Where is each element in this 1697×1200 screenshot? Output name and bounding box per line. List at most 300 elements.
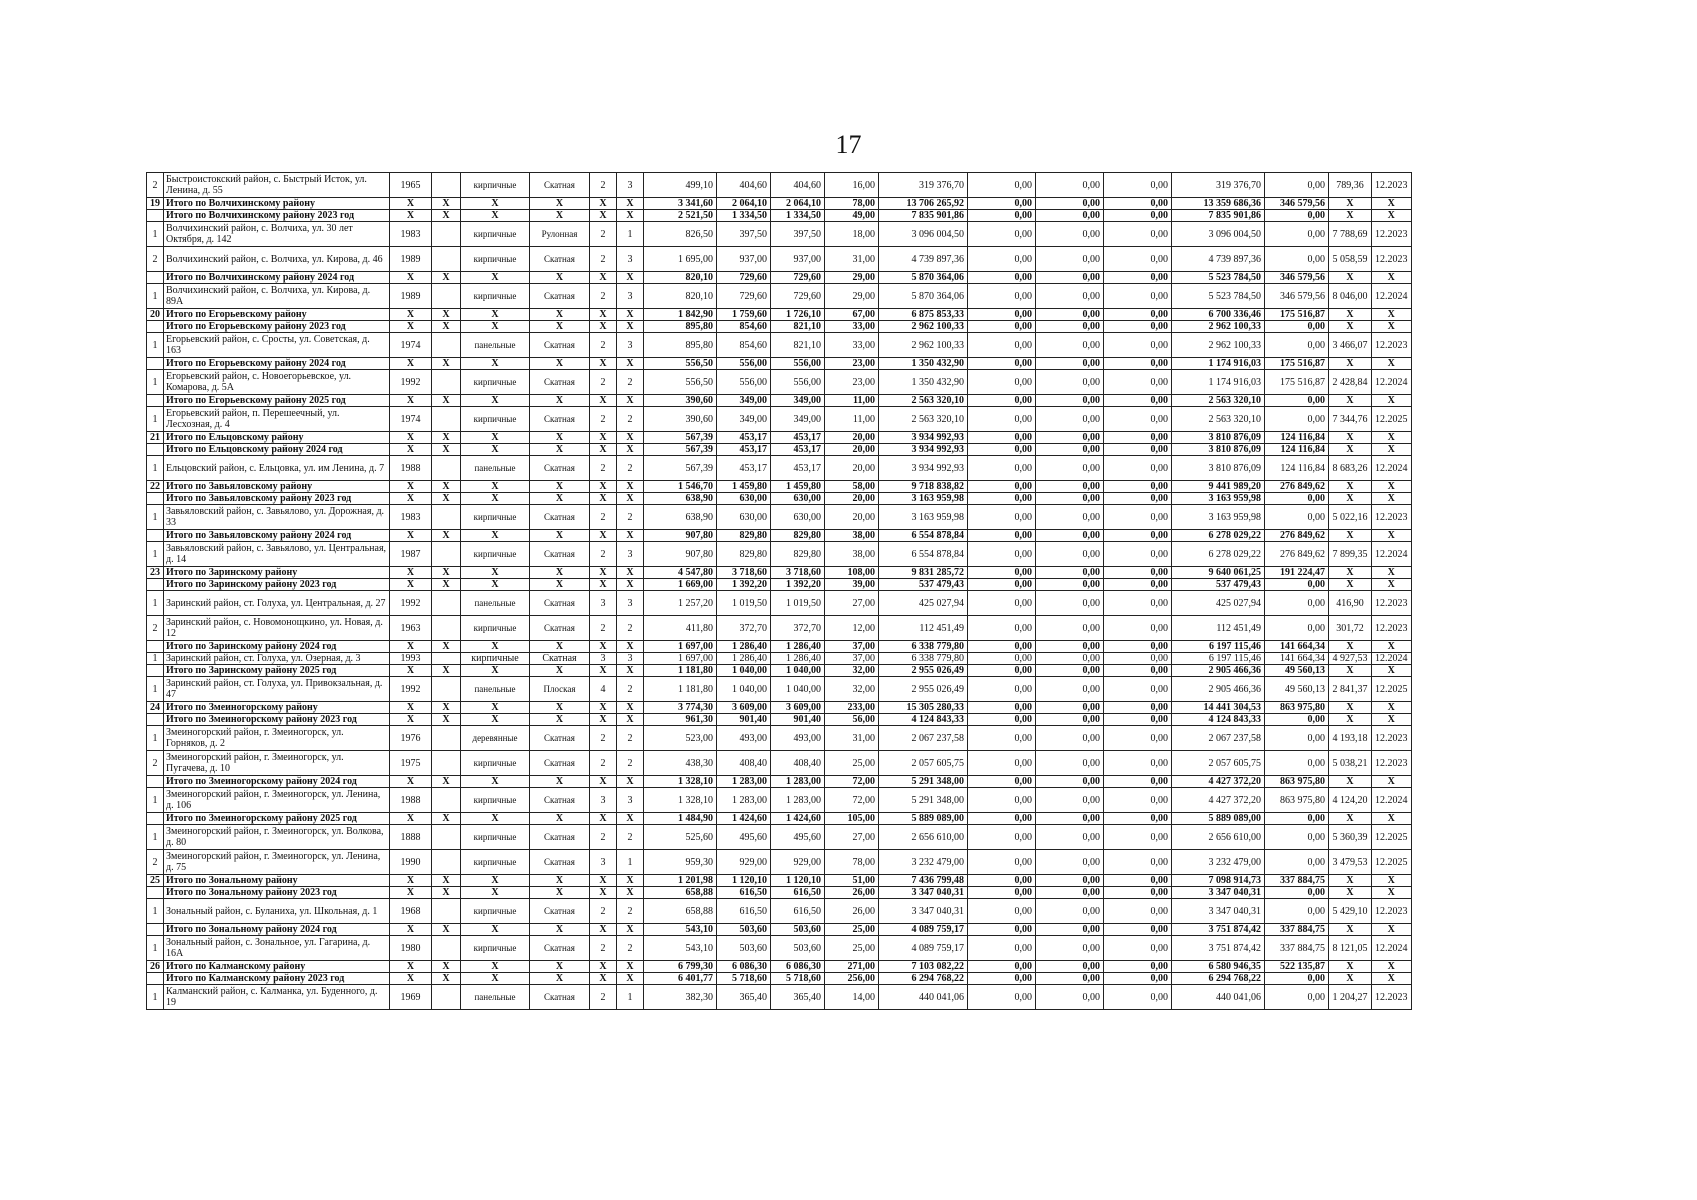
- floors-cell: X: [590, 973, 617, 985]
- owners-funds-cell: 13 359 686,36: [1172, 198, 1265, 210]
- roof-type-cell: X: [530, 579, 590, 591]
- residents-cell: 233,00: [825, 702, 879, 714]
- floors-cell: 2: [590, 173, 617, 198]
- total-area-cell: 525,60: [644, 825, 717, 850]
- living-area-residential-cell: 1 286,40: [771, 641, 825, 653]
- regional-funds-cell: 0,00: [1036, 247, 1104, 272]
- row-number-cell: [147, 714, 164, 726]
- cost-per-sqm-cell: X: [1329, 665, 1372, 677]
- cost-per-sqm-cell: X: [1329, 875, 1372, 887]
- entrances-cell: X: [617, 776, 644, 788]
- living-area-residential-cell: 1 120,10: [771, 875, 825, 887]
- owners-funds-cell: 7 835 901,86: [1172, 210, 1265, 222]
- entrances-cell: 2: [617, 726, 644, 751]
- wall-material-cell: деревянные: [461, 726, 530, 751]
- other-funds-cell: 0,00: [1265, 714, 1329, 726]
- floors-cell: 3: [590, 788, 617, 813]
- owners-funds-cell: 2 563 320,10: [1172, 395, 1265, 407]
- local-funds-cell: 0,00: [1104, 665, 1172, 677]
- table-row: [147, 370, 1412, 395]
- owners-funds-cell: 3 810 876,09: [1172, 456, 1265, 481]
- entrances-cell: 2: [617, 677, 644, 702]
- summary-row: [147, 432, 1412, 444]
- table-row: [147, 173, 1412, 198]
- commissioning-year-cell: X: [432, 567, 461, 579]
- wall-material-cell: X: [461, 776, 530, 788]
- floors-cell: 3: [590, 653, 617, 665]
- owners-funds-cell: 7 098 914,73: [1172, 875, 1265, 887]
- regional-funds-cell: 0,00: [1036, 272, 1104, 284]
- summary-row: [147, 813, 1412, 825]
- table-row: [147, 985, 1412, 1010]
- total-cost-cell: 4 089 759,17: [879, 924, 968, 936]
- owners-funds-cell: 6 278 029,22: [1172, 542, 1265, 567]
- commissioning-year-cell: [432, 284, 461, 309]
- row-number-cell: 1: [147, 677, 164, 702]
- total-cost-cell: 2 563 320,10: [879, 395, 968, 407]
- living-area-cell: 453,17: [717, 456, 771, 481]
- wall-material-cell: кирпичные: [461, 370, 530, 395]
- commissioning-year-cell: [432, 333, 461, 358]
- living-area-residential-cell: 372,70: [771, 616, 825, 641]
- commissioning-year-cell: X: [432, 493, 461, 505]
- other-funds-cell: 276 849,62: [1265, 481, 1329, 493]
- regional-funds-cell: 0,00: [1036, 924, 1104, 936]
- total-area-cell: 895,80: [644, 333, 717, 358]
- local-funds-cell: 0,00: [1104, 887, 1172, 899]
- total-area-cell: 1 181,80: [644, 665, 717, 677]
- other-funds-cell: 49 560,13: [1265, 665, 1329, 677]
- deadline-cell: X: [1372, 714, 1412, 726]
- row-number-cell: 1: [147, 370, 164, 395]
- wall-material-cell: X: [461, 444, 530, 456]
- cost-per-sqm-cell: X: [1329, 776, 1372, 788]
- residents-cell: 33,00: [825, 333, 879, 358]
- floors-cell: X: [590, 309, 617, 321]
- local-funds-cell: 0,00: [1104, 751, 1172, 776]
- local-funds-cell: 0,00: [1104, 616, 1172, 641]
- local-funds-cell: 0,00: [1104, 173, 1172, 198]
- build-year-cell: 1992: [390, 677, 432, 702]
- summary-row: [147, 481, 1412, 493]
- living-area-residential-cell: 349,00: [771, 395, 825, 407]
- row-number-cell: 2: [147, 173, 164, 198]
- federal-funds-cell: 0,00: [968, 973, 1036, 985]
- cost-per-sqm-cell: 8 121,05: [1329, 936, 1372, 961]
- object-name-cell: Быстроистокский район, с. Быстрый Исток, ул. Ленина, д. 55: [164, 173, 390, 198]
- roof-type-cell: X: [530, 530, 590, 542]
- federal-funds-cell: 0,00: [968, 567, 1036, 579]
- build-year-cell: X: [390, 714, 432, 726]
- summary-row: [147, 530, 1412, 542]
- commissioning-year-cell: X: [432, 924, 461, 936]
- local-funds-cell: 0,00: [1104, 358, 1172, 370]
- row-number-cell: [147, 776, 164, 788]
- regional-funds-cell: 0,00: [1036, 505, 1104, 530]
- cost-per-sqm-cell: 7 788,69: [1329, 222, 1372, 247]
- commissioning-year-cell: [432, 542, 461, 567]
- other-funds-cell: 0,00: [1265, 887, 1329, 899]
- entrances-cell: X: [617, 875, 644, 887]
- cost-per-sqm-cell: X: [1329, 961, 1372, 973]
- federal-funds-cell: 0,00: [968, 677, 1036, 702]
- build-year-cell: X: [390, 973, 432, 985]
- table-row: [147, 616, 1412, 641]
- roof-type-cell: X: [530, 432, 590, 444]
- living-area-residential-cell: 1 334,50: [771, 210, 825, 222]
- regional-funds-cell: 0,00: [1036, 616, 1104, 641]
- row-number-cell: 1: [147, 591, 164, 616]
- row-number-cell: 1: [147, 222, 164, 247]
- regional-funds-cell: 0,00: [1036, 481, 1104, 493]
- living-area-cell: 495,60: [717, 825, 771, 850]
- wall-material-cell: X: [461, 924, 530, 936]
- other-funds-cell: 0,00: [1265, 591, 1329, 616]
- wall-material-cell: X: [461, 395, 530, 407]
- entrances-cell: X: [617, 961, 644, 973]
- table-row: [147, 726, 1412, 751]
- deadline-cell: 12.2024: [1372, 456, 1412, 481]
- commissioning-year-cell: [432, 751, 461, 776]
- object-name-cell: Итого по Заринскому району 2023 год: [164, 579, 390, 591]
- total-area-cell: 907,80: [644, 530, 717, 542]
- living-area-residential-cell: 3 718,60: [771, 567, 825, 579]
- local-funds-cell: 0,00: [1104, 370, 1172, 395]
- total-area-cell: 6 401,77: [644, 973, 717, 985]
- summary-row: [147, 579, 1412, 591]
- regional-funds-cell: 0,00: [1036, 530, 1104, 542]
- commissioning-year-cell: X: [432, 887, 461, 899]
- entrances-cell: X: [617, 665, 644, 677]
- floors-cell: X: [590, 198, 617, 210]
- summary-row: [147, 309, 1412, 321]
- wall-material-cell: кирпичные: [461, 788, 530, 813]
- federal-funds-cell: 0,00: [968, 641, 1036, 653]
- cost-per-sqm-cell: X: [1329, 198, 1372, 210]
- local-funds-cell: 0,00: [1104, 899, 1172, 924]
- build-year-cell: X: [390, 924, 432, 936]
- wall-material-cell: панельные: [461, 591, 530, 616]
- owners-funds-cell: 4 124 843,33: [1172, 714, 1265, 726]
- deadline-cell: 12.2023: [1372, 616, 1412, 641]
- commissioning-year-cell: [432, 407, 461, 432]
- owners-funds-cell: 9 441 989,20: [1172, 481, 1265, 493]
- summary-row: [147, 321, 1412, 333]
- local-funds-cell: 0,00: [1104, 788, 1172, 813]
- residents-cell: 58,00: [825, 481, 879, 493]
- residents-cell: 78,00: [825, 850, 879, 875]
- total-cost-cell: 112 451,49: [879, 616, 968, 641]
- living-area-cell: 404,60: [717, 173, 771, 198]
- residents-cell: 26,00: [825, 899, 879, 924]
- regional-funds-cell: 0,00: [1036, 813, 1104, 825]
- total-area-cell: 1 257,20: [644, 591, 717, 616]
- total-area-cell: 438,30: [644, 751, 717, 776]
- wall-material-cell: X: [461, 432, 530, 444]
- row-number-cell: 24: [147, 702, 164, 714]
- total-cost-cell: 7 103 082,22: [879, 961, 968, 973]
- commissioning-year-cell: X: [432, 702, 461, 714]
- federal-funds-cell: 0,00: [968, 530, 1036, 542]
- entrances-cell: X: [617, 198, 644, 210]
- total-cost-cell: 3 096 004,50: [879, 222, 968, 247]
- federal-funds-cell: 0,00: [968, 407, 1036, 432]
- entrances-cell: 3: [617, 542, 644, 567]
- living-area-residential-cell: 1 283,00: [771, 776, 825, 788]
- residents-cell: 51,00: [825, 875, 879, 887]
- wall-material-cell: кирпичные: [461, 284, 530, 309]
- local-funds-cell: 0,00: [1104, 210, 1172, 222]
- wall-material-cell: X: [461, 961, 530, 973]
- other-funds-cell: 0,00: [1265, 505, 1329, 530]
- deadline-cell: X: [1372, 924, 1412, 936]
- other-funds-cell: 276 849,62: [1265, 542, 1329, 567]
- entrances-cell: 3: [617, 653, 644, 665]
- living-area-cell: 616,50: [717, 887, 771, 899]
- total-area-cell: 1 546,70: [644, 481, 717, 493]
- wall-material-cell: X: [461, 567, 530, 579]
- commissioning-year-cell: X: [432, 395, 461, 407]
- entrances-cell: 3: [617, 788, 644, 813]
- residents-cell: 20,00: [825, 493, 879, 505]
- local-funds-cell: 0,00: [1104, 714, 1172, 726]
- local-funds-cell: 0,00: [1104, 973, 1172, 985]
- roof-type-cell: Скатная: [530, 333, 590, 358]
- floors-cell: X: [590, 961, 617, 973]
- cost-per-sqm-cell: 4 927,53: [1329, 653, 1372, 665]
- federal-funds-cell: 0,00: [968, 395, 1036, 407]
- residents-cell: 27,00: [825, 825, 879, 850]
- commissioning-year-cell: [432, 616, 461, 641]
- regional-funds-cell: 0,00: [1036, 751, 1104, 776]
- deadline-cell: X: [1372, 358, 1412, 370]
- cost-per-sqm-cell: X: [1329, 579, 1372, 591]
- build-year-cell: X: [390, 579, 432, 591]
- local-funds-cell: 0,00: [1104, 936, 1172, 961]
- residents-cell: 271,00: [825, 961, 879, 973]
- total-area-cell: 567,39: [644, 432, 717, 444]
- entrances-cell: X: [617, 395, 644, 407]
- living-area-residential-cell: 821,10: [771, 333, 825, 358]
- floors-cell: X: [590, 665, 617, 677]
- cost-per-sqm-cell: X: [1329, 481, 1372, 493]
- object-name-cell: Заринский район, ст. Голуха, ул. Озерная, д. 3: [164, 653, 390, 665]
- floors-cell: 2: [590, 505, 617, 530]
- living-area-residential-cell: 829,80: [771, 542, 825, 567]
- residents-cell: 72,00: [825, 788, 879, 813]
- living-area-cell: 616,50: [717, 899, 771, 924]
- living-area-cell: 556,00: [717, 370, 771, 395]
- deadline-cell: 12.2025: [1372, 677, 1412, 702]
- wall-material-cell: кирпичные: [461, 247, 530, 272]
- commissioning-year-cell: X: [432, 481, 461, 493]
- total-cost-cell: 2 563 320,10: [879, 407, 968, 432]
- entrances-cell: 2: [617, 751, 644, 776]
- floors-cell: X: [590, 358, 617, 370]
- living-area-cell: 6 086,30: [717, 961, 771, 973]
- row-number-cell: [147, 641, 164, 653]
- total-area-cell: 2 521,50: [644, 210, 717, 222]
- owners-funds-cell: 2 067 237,58: [1172, 726, 1265, 751]
- total-area-cell: 4 547,80: [644, 567, 717, 579]
- entrances-cell: X: [617, 358, 644, 370]
- summary-row: [147, 714, 1412, 726]
- other-funds-cell: 141 664,34: [1265, 653, 1329, 665]
- row-number-cell: 1: [147, 542, 164, 567]
- entrances-cell: X: [617, 444, 644, 456]
- federal-funds-cell: 0,00: [968, 247, 1036, 272]
- residents-cell: 20,00: [825, 456, 879, 481]
- build-year-cell: X: [390, 887, 432, 899]
- row-number-cell: 25: [147, 875, 164, 887]
- commissioning-year-cell: [432, 247, 461, 272]
- living-area-residential-cell: 616,50: [771, 899, 825, 924]
- row-number-cell: 1: [147, 788, 164, 813]
- federal-funds-cell: 0,00: [968, 653, 1036, 665]
- living-area-residential-cell: 1 459,80: [771, 481, 825, 493]
- federal-funds-cell: 0,00: [968, 875, 1036, 887]
- build-year-cell: 1980: [390, 936, 432, 961]
- cost-per-sqm-cell: X: [1329, 567, 1372, 579]
- wall-material-cell: X: [461, 321, 530, 333]
- table-container: [146, 172, 1412, 1010]
- entrances-cell: 2: [617, 936, 644, 961]
- regional-funds-cell: 0,00: [1036, 407, 1104, 432]
- row-number-cell: 2: [147, 247, 164, 272]
- deadline-cell: X: [1372, 875, 1412, 887]
- other-funds-cell: 175 516,87: [1265, 309, 1329, 321]
- living-area-residential-cell: 1 040,00: [771, 665, 825, 677]
- local-funds-cell: 0,00: [1104, 591, 1172, 616]
- entrances-cell: 2: [617, 370, 644, 395]
- build-year-cell: X: [390, 198, 432, 210]
- cost-per-sqm-cell: X: [1329, 395, 1372, 407]
- owners-funds-cell: 3 096 004,50: [1172, 222, 1265, 247]
- build-year-cell: 1989: [390, 284, 432, 309]
- residents-cell: 49,00: [825, 210, 879, 222]
- total-cost-cell: 425 027,94: [879, 591, 968, 616]
- residents-cell: 108,00: [825, 567, 879, 579]
- total-area-cell: 390,60: [644, 407, 717, 432]
- build-year-cell: X: [390, 641, 432, 653]
- cost-per-sqm-cell: 5 429,10: [1329, 899, 1372, 924]
- other-funds-cell: 175 516,87: [1265, 358, 1329, 370]
- total-cost-cell: 3 347 040,31: [879, 887, 968, 899]
- deadline-cell: X: [1372, 813, 1412, 825]
- row-number-cell: 1: [147, 505, 164, 530]
- deadline-cell: 12.2025: [1372, 825, 1412, 850]
- total-area-cell: 567,39: [644, 456, 717, 481]
- residents-cell: 11,00: [825, 395, 879, 407]
- local-funds-cell: 0,00: [1104, 493, 1172, 505]
- object-name-cell: Завьяловский район, с. Завьялово, ул. Дорожная, д. 33: [164, 505, 390, 530]
- federal-funds-cell: 0,00: [968, 961, 1036, 973]
- living-area-residential-cell: 616,50: [771, 887, 825, 899]
- total-cost-cell: 6 338 779,80: [879, 653, 968, 665]
- federal-funds-cell: 0,00: [968, 825, 1036, 850]
- other-funds-cell: 0,00: [1265, 493, 1329, 505]
- commissioning-year-cell: [432, 505, 461, 530]
- table-row: [147, 247, 1412, 272]
- living-area-cell: 929,00: [717, 850, 771, 875]
- total-cost-cell: 3 232 479,00: [879, 850, 968, 875]
- roof-type-cell: Скатная: [530, 825, 590, 850]
- roof-type-cell: Плоская: [530, 677, 590, 702]
- commissioning-year-cell: [432, 222, 461, 247]
- roof-type-cell: Скатная: [530, 936, 590, 961]
- entrances-cell: 3: [617, 284, 644, 309]
- floors-cell: X: [590, 887, 617, 899]
- living-area-cell: 829,80: [717, 530, 771, 542]
- deadline-cell: X: [1372, 530, 1412, 542]
- roof-type-cell: Скатная: [530, 788, 590, 813]
- federal-funds-cell: 0,00: [968, 370, 1036, 395]
- regional-funds-cell: 0,00: [1036, 198, 1104, 210]
- table-row: [147, 505, 1412, 530]
- roof-type-cell: Скатная: [530, 542, 590, 567]
- commissioning-year-cell: [432, 825, 461, 850]
- living-area-cell: 5 718,60: [717, 973, 771, 985]
- cost-per-sqm-cell: X: [1329, 641, 1372, 653]
- local-funds-cell: 0,00: [1104, 222, 1172, 247]
- row-number-cell: [147, 358, 164, 370]
- other-funds-cell: 0,00: [1265, 813, 1329, 825]
- summary-row: [147, 702, 1412, 714]
- summary-row: [147, 567, 1412, 579]
- wall-material-cell: кирпичные: [461, 173, 530, 198]
- residents-cell: 25,00: [825, 936, 879, 961]
- regional-funds-cell: 0,00: [1036, 936, 1104, 961]
- entrances-cell: 1: [617, 850, 644, 875]
- floors-cell: X: [590, 395, 617, 407]
- total-cost-cell: 3 347 040,31: [879, 899, 968, 924]
- other-funds-cell: 124 116,84: [1265, 432, 1329, 444]
- other-funds-cell: 0,00: [1265, 321, 1329, 333]
- local-funds-cell: 0,00: [1104, 333, 1172, 358]
- owners-funds-cell: 3 751 874,42: [1172, 936, 1265, 961]
- object-name-cell: Калманский район, с. Калманка, ул. Буденного, д. 19: [164, 985, 390, 1010]
- entrances-cell: X: [617, 887, 644, 899]
- floors-cell: X: [590, 924, 617, 936]
- floors-cell: 2: [590, 222, 617, 247]
- living-area-residential-cell: 929,00: [771, 850, 825, 875]
- build-year-cell: X: [390, 481, 432, 493]
- build-year-cell: X: [390, 776, 432, 788]
- object-name-cell: Змеиногорский район, г. Змеиногорск, ул. Горняков, д. 2: [164, 726, 390, 751]
- entrances-cell: X: [617, 567, 644, 579]
- wall-material-cell: X: [461, 198, 530, 210]
- build-year-cell: X: [390, 567, 432, 579]
- owners-funds-cell: 3 347 040,31: [1172, 887, 1265, 899]
- build-year-cell: 1888: [390, 825, 432, 850]
- table-row: [147, 850, 1412, 875]
- build-year-cell: 1987: [390, 542, 432, 567]
- roof-type-cell: X: [530, 973, 590, 985]
- deadline-cell: X: [1372, 961, 1412, 973]
- entrances-cell: 2: [617, 456, 644, 481]
- local-funds-cell: 0,00: [1104, 677, 1172, 702]
- living-area-residential-cell: 495,60: [771, 825, 825, 850]
- total-area-cell: 556,50: [644, 358, 717, 370]
- table-row: [147, 407, 1412, 432]
- federal-funds-cell: 0,00: [968, 591, 1036, 616]
- federal-funds-cell: 0,00: [968, 788, 1036, 813]
- owners-funds-cell: 6 580 946,35: [1172, 961, 1265, 973]
- regional-funds-cell: 0,00: [1036, 641, 1104, 653]
- roof-type-cell: X: [530, 395, 590, 407]
- build-year-cell: 1988: [390, 788, 432, 813]
- other-funds-cell: 141 664,34: [1265, 641, 1329, 653]
